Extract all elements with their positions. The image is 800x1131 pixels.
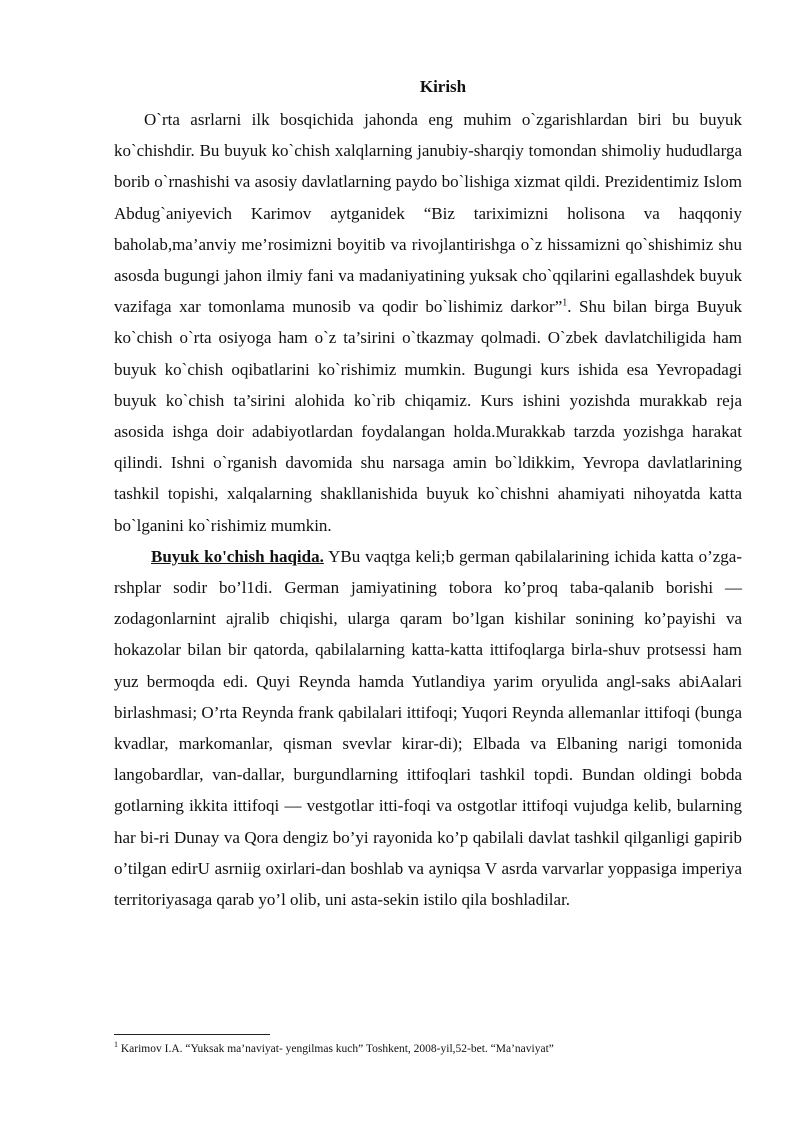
page-title: Kirish <box>419 77 467 96</box>
footnote-separator <box>114 1034 270 1035</box>
footnote-mark: 1 <box>114 1040 118 1050</box>
section-subheading: Buyuk ko'chish haqida. <box>151 546 324 566</box>
intro-text-part2: . Shu bilan birga Buyuk ko`chish o`rta osiyoga ham o`z ta’sirini o`tkazmay qolmadi. O`zbek davlatchiligida ham buyuk ko`chish oqibatlarini ko`rishimiz mumkin. Bugungi kurs ishida esa Yevropadagi buyuk ko`chish ta’sirini alohida ko`rib chiqamiz. Kurs ishini yozishda murakkab reja asosida ishga doir adabiyotlardan foydalangan holda.Murakkab tarzda yozishga harakat qilindi. Ishni o`rganish davomida shu narsaga amin bo`ldikkim, Yevropa davlatlarining tashkil topishi, xalqalarning shakllanishida buyuk ko`chishni ahamiyati nihoyatda katta bo`lganini ko`rishimiz mumkin. <box>114 297 742 535</box>
document-page <box>114 74 742 915</box>
intro-paragraph <box>114 104 742 541</box>
footnote <box>114 1042 754 1057</box>
footnote-text: Karimov I.A. “Yuksak ma’naviyat- yengilmas kuch” Toshkent, 2008-yil,52-bet. “Ma’naviyat” <box>118 1043 554 1055</box>
footnote-reference[interactable]: 1 <box>562 297 568 309</box>
intro-text-part1: O`rta asrlarni ilk bosqichida jahonda eng muhim o`zgarishlardan biri bu buyuk ko`chishdir. Bu buyuk ko`chish xalqlarning janubiy-sharqiy tomondan shimoliy hududlarga borib o`rnashishi va asosiy davlatlarning paydo bo`lishiga xizmat qildi. Prezidentimiz Islom Abdug`aniyevich Karimov aytganidek “Biz tariximizni holisona va haqqoniy baholab,ma’anviy me’rosimizni boyitib va rivojlantirishga o`z hissamizni qo`shishimiz shu asosda bugungi jahon ilmiy fani va madaniyatining yuksak cho`qqilarini egallashdek buyuk vazifaga xar tomonlama munosib va qodir bo`lishimiz darkor” <box>114 110 742 317</box>
section-paragraph <box>114 541 742 915</box>
section-body: YBu vaqtga keli;b german qabilalarining ichida katta o’zga-rshplar sodir bo’l1di. German jamiyatining tobora ko’proq taba-qalanib borishi — zodagonlarnint ajralib chiqishi, ularga qaram bo’lgan kishilar sonining ko’payishi va hokazolar bilan bir qatorda, qabilalarning katta-katta ittifoqlarga birla-shuv protsessi ham yuz bermoqda edi. Quyi Reynda hamda Yutlandiya yarim oryulida angl-saks abiAalari birlashmasi; O’rta Reynda frank qabilalari ittifoqi; Yuqori Reynda allemanlar ittifoqi (bunga kvadlar, markomanlar, qisman svevlar kirar-di); Elbada va Elbaning narigi tomonida langobardlar, van-dallar, burgundlarning ittifoqlari tashkil topdi. Bundan oldingi bobda gotlarning ikkita ittifoqi — vestgotlar itti-foqi va ostgotlar ittifoqi vujudga kelib, bularning har bi-ri Dunay va Qora dengiz bo’yi rayonida ko’p qabilali davlat tashkil qilganligi gapirib o’tilgan edirU asrniig oxirlari-dan boshlab va ayniqsa V asrda varvarlar yoppasiga imperiya territoriyasaga qarab yo’l olib, uni asta-sekin istilo qila boshladilar. <box>114 546 743 910</box>
